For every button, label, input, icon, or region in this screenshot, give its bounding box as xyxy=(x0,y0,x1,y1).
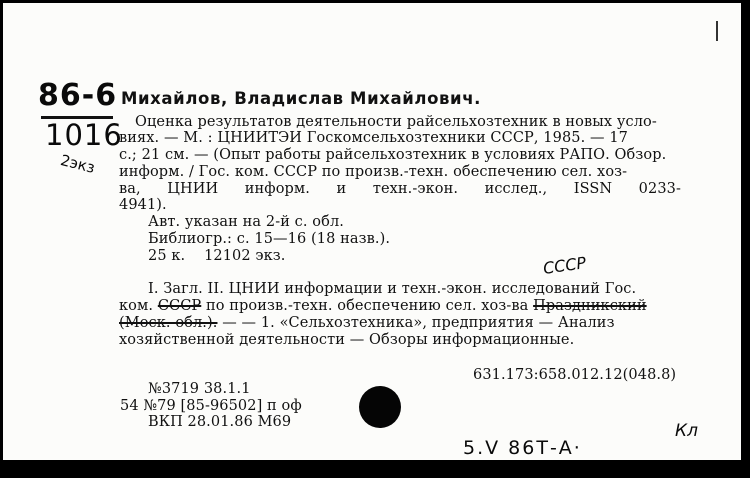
struck-word-sssr: СССР xyxy=(157,298,202,314)
shelfmark-bottom: 1016 xyxy=(45,118,123,152)
catalog-line-1: №3719 38.1.1 xyxy=(148,381,251,397)
catalog-card xyxy=(3,3,741,460)
handwritten-correction: СССР xyxy=(541,253,588,278)
struck-region: (Моск. обл.). xyxy=(119,315,218,331)
author-heading: Михайлов, Владислав Михайлович. xyxy=(121,89,481,108)
subject-line-3-rest: — — 1. «Сельхозтехника», предприятия — Анализ xyxy=(222,315,615,331)
subject-line-2-start: ком. xyxy=(119,298,154,314)
handwritten-bottom-note: 5.Ⅴ 86Т-А· xyxy=(463,437,582,459)
edge-mark xyxy=(716,21,718,41)
title-line-5: ва, ЦНИИ информ. и техн.-экон. исслед., ISSN 0233- xyxy=(119,181,681,197)
subject-line-2 xyxy=(119,298,647,315)
subject-line-1: I. Загл. II. ЦНИИ информации и техн.-экон. исследований Гос. xyxy=(148,281,637,297)
catalog-line-2: 54 №79 [85-96502] п оф xyxy=(120,398,302,414)
note-bibliography: Библиогр.: с. 15—16 (18 назв.). xyxy=(148,231,391,247)
handwritten-corner-mark: Кл xyxy=(675,421,698,441)
note-authors: Авт. указан на 2-й с. обл. xyxy=(148,214,344,230)
struck-place-name: Праздникский xyxy=(533,298,647,314)
shelfmark-top: 86-6 xyxy=(38,78,118,113)
title-line-4: информ. / Гос. ком. СССР по произв.-техн. обеспечению сел. хоз- xyxy=(119,164,628,180)
subject-line-2-mid: по произв.-техн. обеспечению сел. хоз-ва xyxy=(205,298,529,314)
title-line-6: 4941). xyxy=(119,197,167,213)
title-line-2: виях. — М. : ЦНИИТЭИ Госкомсельхозтехники СССР, 1985. — 17 xyxy=(119,130,628,146)
subject-line-4: хозяйственной деятельности — Обзоры информационные. xyxy=(119,332,575,348)
catalog-line-3: ВКП 28.01.86 М69 xyxy=(148,414,292,430)
title-line-1: Оценка результатов деятельности райсельхозтехник в новых усло- xyxy=(135,114,657,130)
udc-classification: 631.173:658.012.12(048.8) xyxy=(473,367,677,383)
shelfmark-copies: 2экз xyxy=(58,151,97,177)
punch-hole xyxy=(359,386,401,428)
subject-line-3 xyxy=(119,315,615,332)
title-line-3: с.; 21 см. — (Опыт работы райсельхозтехник в условиях РАПО. Обзор. xyxy=(119,147,667,163)
note-price-run: 25 к. 12102 экз. xyxy=(148,248,286,264)
